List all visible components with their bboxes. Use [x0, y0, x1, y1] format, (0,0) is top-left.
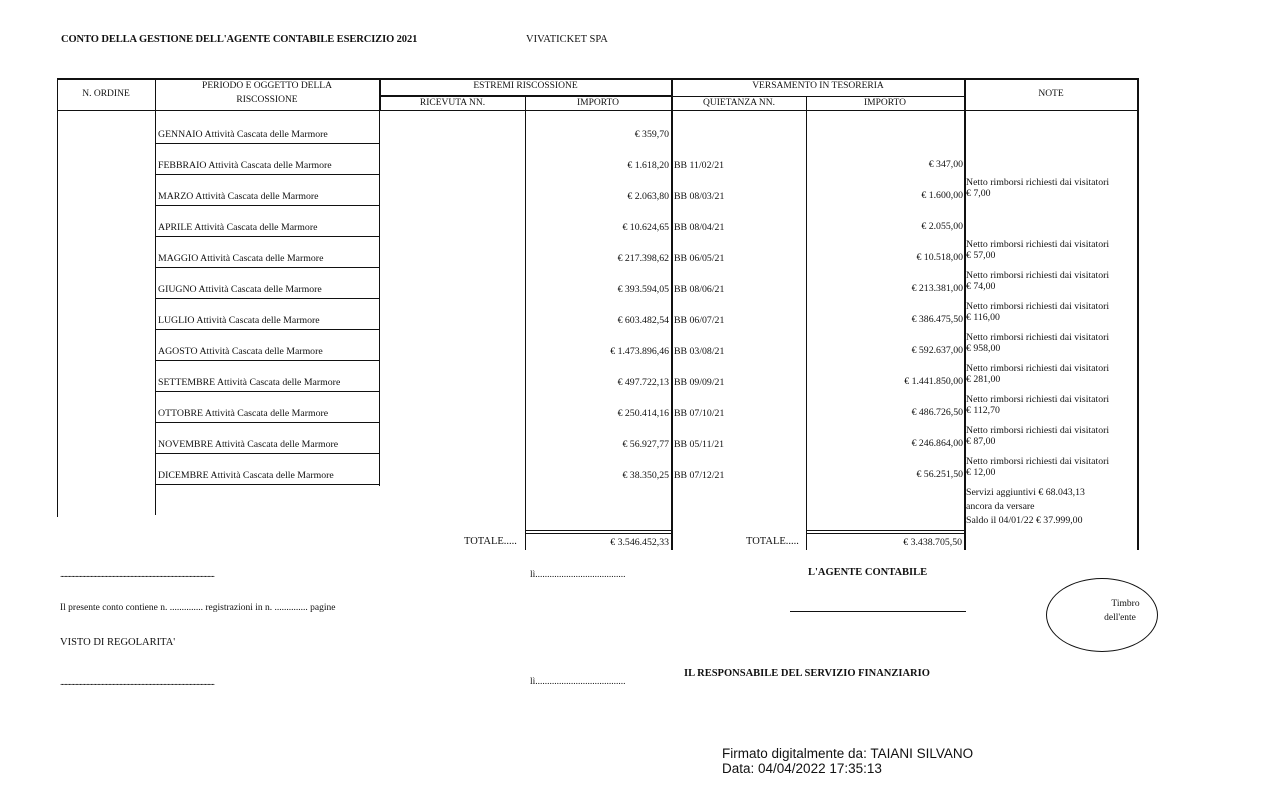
col-header-estremi: ESTREMI RISCOSSIONE [473, 81, 578, 91]
body-right-edge [379, 110, 380, 486]
col-header-n-ordine: N. ORDINE [82, 89, 130, 99]
row-periodo: MAGGIO Attività Cascata delle Marmore [158, 253, 324, 264]
row-note-amount: € 87,00 [966, 436, 996, 447]
row-note-text: Netto rimborsi richiesti dai visitatori [966, 363, 1110, 374]
visto-regolarita: VISTO DI REGOLARITA' [60, 637, 176, 648]
digital-signature-date: Data: 04/04/2022 17:35:13 [722, 761, 882, 776]
row-note-amount: € 12,00 [966, 467, 996, 478]
document-title: CONTO DELLA GESTIONE DELL'AGENTE CONTABILE ESERCIZIO 2021 [61, 34, 418, 45]
row-quietanza: BB 05/11/21 [674, 439, 724, 450]
row-periodo: SETTEMBRE Attività Cascata delle Marmore [158, 377, 341, 388]
row-periodo: DICEMBRE Attività Cascata delle Marmore [158, 470, 334, 481]
row-divider [155, 453, 380, 454]
row-versato: € 1.441.850,00 [904, 376, 963, 387]
final-note-2: ancora da versare [966, 501, 1035, 512]
row-importo: € 2.063,80 [627, 191, 669, 202]
row-quietanza: BB 03/08/21 [674, 346, 725, 357]
place-date-line-1: ................................................................................................................ [60, 570, 214, 580]
row-periodo: LUGLIO Attività Cascata delle Marmore [158, 315, 320, 326]
totale-riscossione: € 3.546.452,33 [610, 537, 669, 548]
row-note-text: Netto rimborsi richiesti dai visitatori [966, 239, 1110, 250]
col-header-versamento: VERSAMENTO IN TESORERIA [752, 81, 884, 91]
col-header-ricevuta: RICEVUTA NN. [419, 98, 486, 108]
company-name: VIVATICKET SPA [526, 34, 608, 45]
row-importo: € 38.350,25 [622, 470, 669, 481]
row-periodo: AGOSTO Attività Cascata delle Marmore [158, 346, 323, 357]
stamp-text-2: dell'ente [1104, 613, 1136, 623]
col-header-importo-1: IMPORTO [576, 98, 619, 108]
col-header-quietanza: QUIETANZA NN. [702, 98, 776, 108]
row-importo: € 56.927,77 [622, 439, 669, 450]
row-importo: € 1.618,20 [627, 160, 669, 171]
row-importo: € 1.473.896,46 [610, 346, 669, 357]
row-note-amount: € 7,00 [966, 188, 991, 199]
row-versato: € 2.055,00 [921, 221, 963, 232]
row-note-text: Netto rimborsi richiesti dai visitatori [966, 394, 1110, 405]
row-periodo: OTTOBRE Attività Cascata delle Marmore [158, 408, 329, 419]
col-header-note: NOTE [1038, 89, 1064, 99]
agente-signature-line [790, 611, 966, 612]
responsabile-label: IL RESPONSABILE DEL SERVIZIO FINANZIARIO [684, 668, 930, 679]
row-divider [155, 298, 380, 299]
row-note-text: Netto rimborsi richiesti dai visitatori [966, 270, 1110, 281]
row-versato: € 486.726,50 [911, 407, 963, 418]
row-versato: € 347,00 [928, 159, 963, 170]
row-divider [155, 329, 380, 330]
digital-signature-name: Firmato digitalmente da: TAIANI SILVANO [722, 746, 974, 761]
row-importo: € 10.624,65 [622, 222, 669, 233]
row-importo: € 250.414,16 [617, 408, 669, 419]
col-header-periodo-2: RISCOSSIONE [236, 95, 298, 105]
row-divider [155, 174, 380, 175]
row-note-amount: € 958,00 [966, 343, 1001, 354]
row-versato: € 1.600,00 [921, 190, 963, 201]
row-quietanza: BB 11/02/21 [674, 160, 724, 171]
row-periodo: GIUGNO Attività Cascata delle Marmore [158, 284, 322, 295]
li-line-2: lì...................................... [530, 677, 626, 687]
row-note-text: Netto rimborsi richiesti dai visitatori [966, 425, 1110, 436]
row-versato: € 592.637,00 [911, 345, 963, 356]
row-quietanza: BB 08/06/21 [674, 284, 725, 295]
row-versato: € 56.251,50 [916, 469, 963, 480]
row-divider [155, 236, 380, 237]
row-versato: € 213.381,00 [911, 283, 963, 294]
row-note-amount: € 116,00 [966, 312, 1000, 323]
registrazioni-text: Il presente conto contiene n. .............. registrazioni in n. .............. pagine [60, 603, 336, 613]
row-quietanza: BB 08/03/21 [674, 191, 725, 202]
row-periodo: FEBBRAIO Attività Cascata delle Marmore [158, 160, 332, 171]
row-versato: € 10.518,00 [916, 252, 963, 263]
row-periodo: APRILE Attività Cascata delle Marmore [158, 222, 318, 233]
final-note-3: Saldo il 04/01/22 € 37.999,00 [966, 515, 1083, 526]
row-versato: € 246.864,00 [911, 438, 963, 449]
row-periodo: MARZO Attività Cascata delle Marmore [158, 191, 319, 202]
row-note-amount: € 112,70 [966, 405, 1000, 416]
col-header-importo-2: IMPORTO [863, 98, 906, 108]
row-periodo: GENNAIO Attività Cascata delle Marmore [158, 129, 328, 140]
row-quietanza: BB 08/04/21 [674, 222, 725, 233]
row-quietanza: BB 06/05/21 [674, 253, 725, 264]
row-note-text: Netto rimborsi richiesti dai visitatori [966, 301, 1110, 312]
totale-label-riscossione: TOTALE..... [464, 536, 517, 547]
row-note-amount: € 57,00 [966, 250, 996, 261]
row-importo: € 603.482,54 [617, 315, 669, 326]
row-note-amount: € 281,00 [966, 374, 1001, 385]
row-importo: € 497.722,13 [617, 377, 669, 388]
row-note-text: Netto rimborsi richiesti dai visitatori [966, 332, 1110, 343]
row-divider [155, 360, 380, 361]
row-quietanza: BB 06/07/21 [674, 315, 725, 326]
row-importo: € 393.594,05 [617, 284, 669, 295]
row-quietanza: BB 09/09/21 [674, 377, 725, 388]
totale-versamento: € 3.438.705,50 [903, 537, 962, 548]
col-header-periodo-1: PERIODO E OGGETTO DELLA [202, 81, 332, 91]
row-note-text: Netto rimborsi richiesti dai visitatori [966, 177, 1110, 188]
row-divider [155, 422, 380, 423]
row-importo: € 217.398,62 [617, 253, 669, 264]
row-divider [155, 267, 380, 268]
row-versato: € 386.475,50 [911, 314, 963, 325]
row-note-amount: € 74,00 [966, 281, 996, 292]
row-divider [155, 391, 380, 392]
li-line-1: lì...................................... [530, 570, 626, 580]
row-divider [155, 484, 380, 485]
row-periodo: NOVEMBRE Attività Cascata delle Marmore [158, 439, 339, 450]
row-quietanza: BB 07/12/21 [674, 470, 725, 481]
row-note-text: Netto rimborsi richiesti dai visitatori [966, 456, 1110, 467]
row-divider [155, 143, 380, 144]
final-note-1: Servizi aggiuntivi € 68.043,13 [966, 487, 1085, 498]
row-divider [155, 205, 380, 206]
row-importo: € 359,70 [634, 129, 669, 140]
stamp-text-1: Timbro [1111, 599, 1140, 609]
place-date-line-2: ................................................................................................................ [60, 678, 214, 688]
agente-contabile-label: L'AGENTE CONTABILE [808, 567, 928, 578]
totale-label-versamento: TOTALE..... [746, 536, 799, 547]
row-quietanza: BB 07/10/21 [674, 408, 725, 419]
